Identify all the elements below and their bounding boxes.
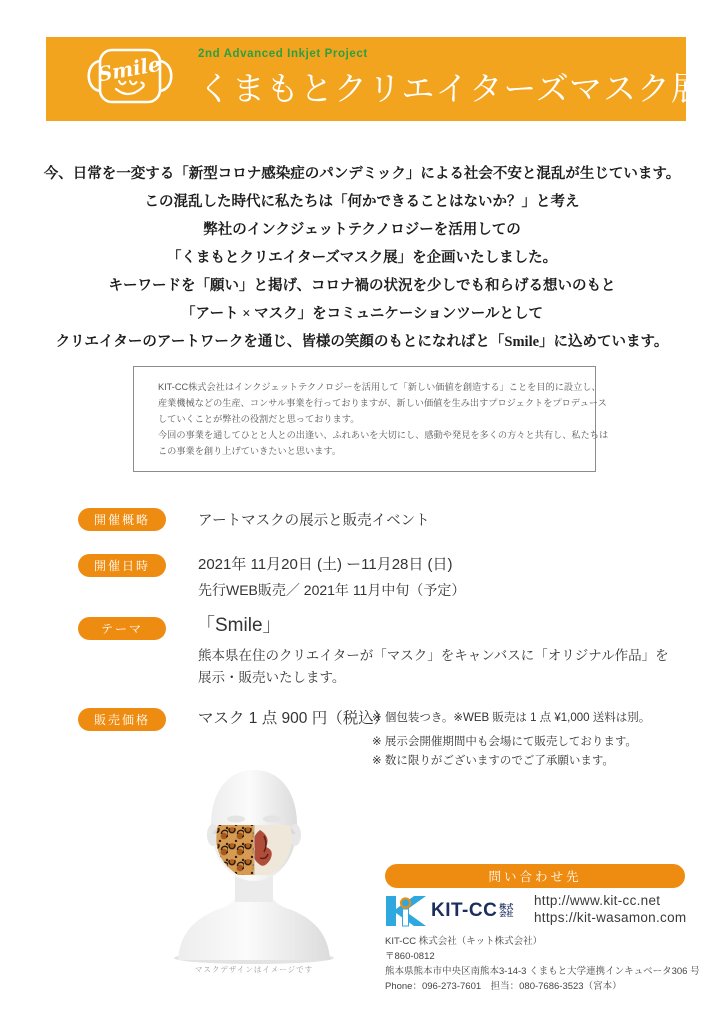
contact-phone: Phone：096-273-7601 担当：080-7686-3523（宮本） bbox=[385, 981, 622, 992]
photo-caption: マスクデザインはイメージです bbox=[194, 965, 314, 974]
intro-line: 今、日常を一変する「新型コロナ感染症のパンデミック」による社会不安と混乱が生じています。 bbox=[43, 166, 681, 182]
contact-address-line: 熊本県熊本市中央区南熊本3-14-3 くまもと大学連携インキュベータ306 号 bbox=[385, 966, 700, 977]
header-band bbox=[46, 37, 706, 121]
company-box-line: この事業を創り上げていきたいと思います。 bbox=[158, 446, 342, 457]
url-kit-wasamon[interactable]: https://kit-wasamon.com bbox=[534, 910, 687, 925]
theme-title: 「Smile」 bbox=[196, 615, 282, 636]
price-note: ※ 数に限りがございますのでご了承願います。 bbox=[372, 755, 614, 767]
company-description-box bbox=[133, 366, 609, 472]
section-pill-price: 販売価格 bbox=[78, 708, 166, 731]
intro-line: キーワードを「願い」と掲げ、コロナ禍の状況を少しでも和らげる想いのもと bbox=[108, 278, 616, 294]
theme-desc-line: 展示・販売いたします。 bbox=[198, 670, 346, 685]
kit-cc-logo bbox=[385, 894, 515, 928]
page-title: くまもとクリエイターズマスク展 bbox=[198, 70, 706, 107]
intro-paragraph bbox=[0, 160, 724, 356]
schedule-dates: 2021年 11月20日 (土) ー11月28日 (日) bbox=[198, 556, 453, 573]
intro-line: 「くまもとクリエイターズマスク展」を企画いたしました。 bbox=[166, 250, 558, 266]
contact-postal-code: 〒860-0812 bbox=[385, 951, 435, 962]
section-pill-overview: 開催概略 bbox=[78, 508, 166, 531]
intro-line: 弊社のインクジェットテクノロジーを活用しての bbox=[203, 222, 521, 238]
kit-cc-logo-text: KIT-CC bbox=[431, 900, 498, 921]
mask-mannequin-image bbox=[148, 762, 360, 969]
company-box-line: KIT-CC株式会社はインクジェットテクノロジーを活用して「新しい価値を創造する」ことを目的に設立し、 bbox=[158, 382, 601, 392]
contact-pill: 問い合わせ先 bbox=[385, 864, 685, 888]
mask-left-leopard bbox=[216, 825, 254, 875]
kit-cc-logo-suffix: 株式会社 bbox=[499, 903, 514, 918]
kit-cc-logo-icon bbox=[385, 894, 427, 928]
schedule-web-sale: 先行WEB販売／ 2021年 11月中旬（予定） bbox=[198, 582, 466, 598]
intro-line: この混乱した時代に私たちは「何かできることはないか？」と考え bbox=[144, 194, 580, 210]
contact-company-name: KIT-CC 株式会社（キット株式会社） bbox=[385, 936, 543, 947]
price-note: ※ 個包装つき。※WEB 販売は 1 点 ¥1,000 送料は別。 bbox=[372, 712, 651, 724]
mannequin-head-icon bbox=[148, 762, 360, 964]
contact-address-block bbox=[385, 934, 700, 994]
url-kit-cc[interactable]: http://www.kit-cc.net bbox=[534, 893, 661, 908]
smile-mask-logo bbox=[78, 44, 182, 115]
smile-mask-icon bbox=[78, 44, 182, 110]
section-pill-schedule: 開催日時 bbox=[78, 554, 166, 577]
theme-desc-line: 熊本県在住のクリエイターが「マスク」をキャンバスに「オリジナル作品」を bbox=[198, 648, 669, 663]
company-box-line: していくことが弊社の役割だと思っております。 bbox=[158, 414, 360, 425]
section-pill-theme: テーマ bbox=[78, 617, 166, 640]
price-note: ※ 展示会開催期間中も会場にて販売しております。 bbox=[372, 736, 637, 748]
company-box-line: 産業機械などの生産、コンサル事業を行っておりますが、新しい価値を生み出すプロジェクトをプロデュース bbox=[158, 398, 607, 409]
contact-urls bbox=[534, 892, 686, 926]
intro-line: クリエイターのアートワークを通じ、皆様の笑顔のもとになればと「Smile」に込めています。 bbox=[55, 334, 669, 350]
project-label: 2nd Advanced Inkjet Project bbox=[198, 48, 368, 60]
intro-line: 「アート × マスク」をコミュニケーションツールとして bbox=[181, 306, 543, 322]
smile-logo-text: Smile bbox=[95, 51, 163, 86]
overview-text: アートマスクの展示と販売イベント bbox=[198, 513, 430, 529]
price-text: マスク 1 点 900 円（税込） bbox=[198, 710, 390, 727]
company-box-line: 今回の事業を通してひとと人との出逢い、ふれあいを大切にし、感動や発見を多くの方々と共有し、私たちは bbox=[158, 430, 609, 441]
